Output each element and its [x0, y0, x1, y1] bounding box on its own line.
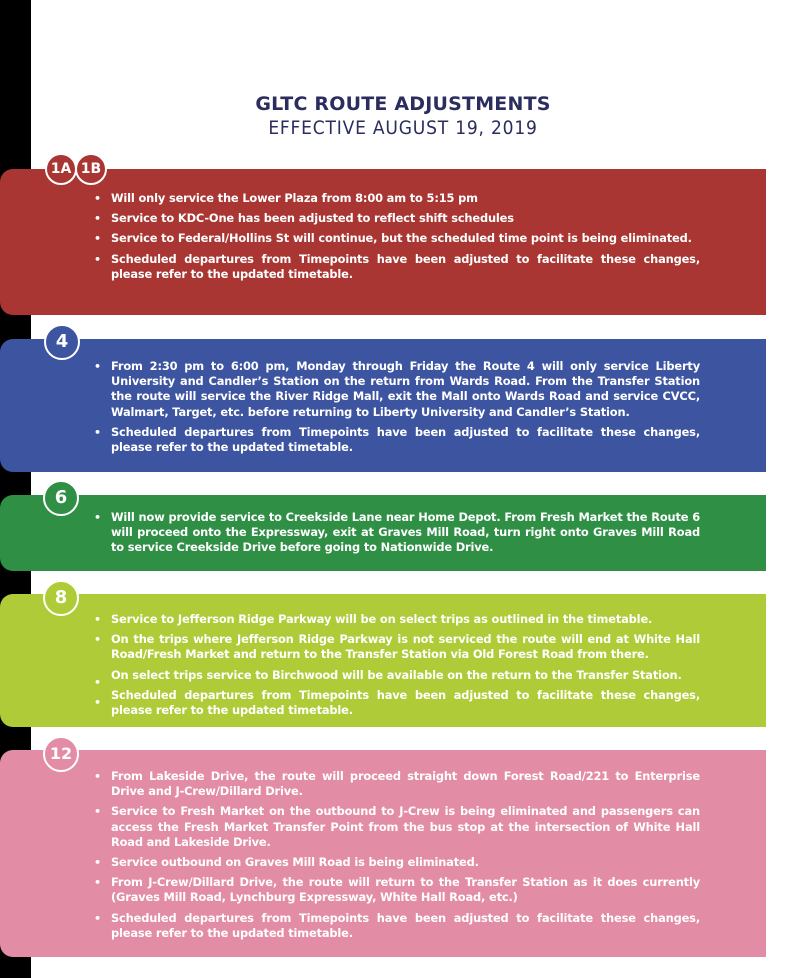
- route-12-bullets: [94, 769, 700, 946]
- list-item: • Will only service the Lower Plaza from 8:00 am to 5:15 pm: [94, 191, 700, 206]
- list-item: • On select trips service to Birchwood will be available on the return to the Transfer Station.: [94, 668, 700, 683]
- list-item: • Will now provide service to Creekside Lane near Home Depot. From Fresh Market the Route 6 will proceed onto the Expressway, exit at Graves Mill Road, turn right onto Graves Mill Road to service Creekside Drive before going to Nationwide Drive.: [94, 510, 700, 556]
- route-badge-12: 12: [43, 736, 79, 772]
- route-4-bullets: [94, 359, 700, 460]
- page-title: GLTC ROUTE ADJUSTMENTS: [255, 93, 551, 115]
- page-subtitle: EFFECTIVE AUGUST 19, 2019: [268, 117, 538, 139]
- route-badge-4: 4: [44, 324, 80, 360]
- route-badge-1a: 1A: [45, 153, 77, 185]
- list-item: • Service to Federal/Hollins St will continue, but the scheduled time point is being eliminated.: [94, 231, 700, 246]
- route-12-box: [0, 750, 766, 957]
- route-6-box: [0, 495, 766, 571]
- route-8-box: [0, 594, 766, 727]
- list-item: • From Lakeside Drive, the route will proceed straight down Forest Road/221 to Enterprise Drive and J-Crew/Dillard Drive.: [94, 769, 700, 799]
- list-item: • Service to KDC-One has been adjusted to reflect shift schedules: [94, 211, 700, 226]
- route-8-bullets: [94, 612, 700, 723]
- list-item: • Service to Jefferson Ridge Parkway will be on select trips as outlined in the timetable.: [94, 612, 700, 627]
- route-badge-8: 8: [43, 580, 79, 616]
- list-item: • From J-Crew/Dillard Drive, the route will return to the Transfer Station as it does currently (Graves Mill Road, Lynchburg Expressway, White Hall Road, etc.): [94, 875, 700, 905]
- route-1a-1b-box: [0, 169, 766, 315]
- route-badge-6: 6: [43, 480, 79, 516]
- header: [0, 93, 800, 141]
- route-badge-1b: 1B: [75, 153, 107, 185]
- route-6-bullets: [94, 510, 700, 561]
- route-1a-1b-bullets: [94, 191, 700, 287]
- list-item: • Scheduled departures from Timepoints have been adjusted to facilitate these changes, please refer to the updated timetable.: [94, 688, 700, 718]
- list-item: • Scheduled departures from Timepoints have been adjusted to facilitate these changes, please refer to the updated timetable.: [94, 911, 700, 941]
- list-item: • Scheduled departures from Timepoints have been adjusted to facilitate these changes, please refer to the updated timetable.: [94, 425, 700, 455]
- route-4-box: [0, 339, 766, 472]
- list-item: • Service to Fresh Market on the outbound to J-Crew is being eliminated and passengers can access the Fresh Market Transfer Point from the bus stop at the intersection of White Hall Road and Lakeside Drive.: [94, 804, 700, 850]
- list-item: • On the trips where Jefferson Ridge Parkway is not serviced the route will end at White Hall Road/Fresh Market and return to the Transfer Station via Old Forest Road from there.: [94, 632, 700, 662]
- list-item: • Service outbound on Graves Mill Road is being eliminated.: [94, 855, 700, 870]
- list-item: • Scheduled departures from Timepoints have been adjusted to facilitate these changes, please refer to the updated timetable.: [94, 252, 700, 282]
- list-item: • From 2:30 pm to 6:00 pm, Monday through Friday the Route 4 will only service Liberty University and Candler’s Station on the return from Wards Road. From the Transfer Station the route will service the River Ridge Mall, exit the Mall onto Wards Road and service CVCC, Walmart, Target, etc. before returning to Liberty University and Candler’s Station.: [94, 359, 700, 420]
